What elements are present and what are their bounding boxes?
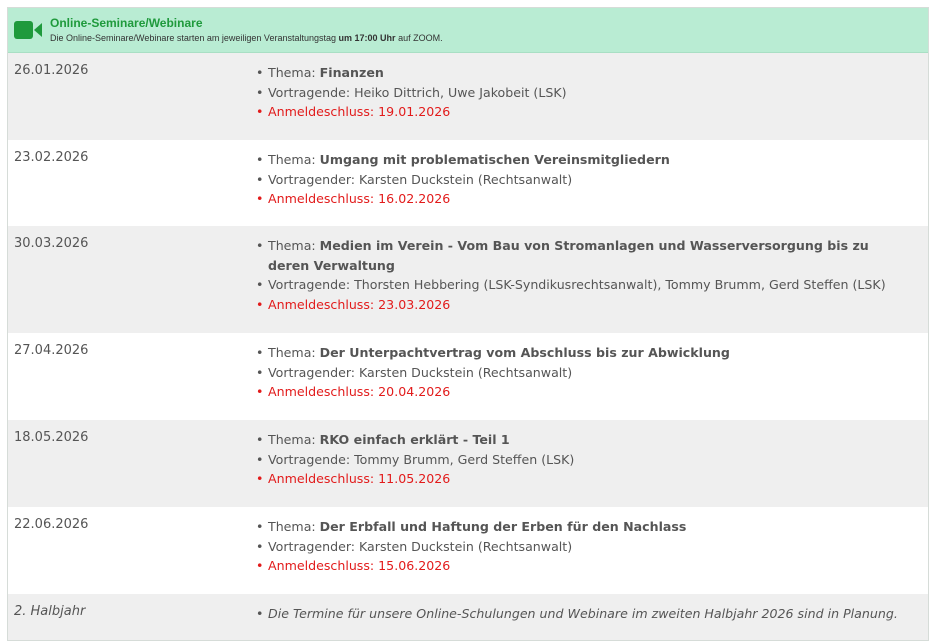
event-date: 23.02.2026 bbox=[14, 150, 89, 165]
event-topic bbox=[256, 517, 901, 537]
event-row bbox=[8, 53, 928, 140]
event-topic bbox=[256, 343, 901, 363]
topic-title: Der Unterpachtvertrag vom Abschluss bis zur Abwicklung bbox=[319, 345, 730, 360]
event-speakers: • Vortragender: Karsten Duckstein (Rechtsanwalt) bbox=[256, 537, 901, 557]
topic-label: Thema: bbox=[268, 152, 316, 167]
topic-label: Thema: bbox=[268, 65, 316, 80]
topic-title: Der Erbfall und Haftung der Erben für den Nachlass bbox=[319, 519, 687, 534]
topic-title: RKO einfach erklärt - Teil 1 bbox=[319, 432, 510, 447]
event-speakers: • Vortragende: Heiko Dittrich, Uwe Jakobeit (LSK) bbox=[256, 83, 901, 103]
header-subtitle-post: auf ZOOM. bbox=[398, 33, 443, 43]
event-date: 30.03.2026 bbox=[14, 236, 89, 251]
event-deadline: • Anmeldeschluss: 15.06.2026 bbox=[256, 556, 901, 576]
planning-row bbox=[8, 594, 928, 640]
webinar-header bbox=[8, 8, 928, 53]
event-row bbox=[8, 420, 928, 507]
event-date: 18.05.2026 bbox=[14, 430, 89, 445]
topic-label: Thema: bbox=[268, 519, 316, 534]
event-date: 26.01.2026 bbox=[14, 63, 89, 78]
event-speakers: • Vortragende: Tommy Brumm, Gerd Steffen (LSK) bbox=[256, 450, 901, 470]
video-camera-icon bbox=[14, 21, 42, 39]
topic-title: Umgang mit problematischen Vereinsmitgliedern bbox=[319, 152, 670, 167]
event-deadline: • Anmeldeschluss: 20.04.2026 bbox=[256, 382, 901, 402]
event-details bbox=[256, 517, 901, 576]
event-details bbox=[256, 343, 901, 402]
event-deadline: • Anmeldeschluss: 16.02.2026 bbox=[256, 189, 901, 209]
event-details bbox=[256, 236, 901, 314]
event-topic bbox=[256, 63, 901, 83]
planning-period: 2. Halbjahr bbox=[14, 604, 86, 619]
event-details bbox=[256, 430, 901, 489]
event-deadline: • Anmeldeschluss: 11.05.2026 bbox=[256, 469, 901, 489]
webinar-schedule bbox=[7, 7, 929, 641]
event-deadline: • Anmeldeschluss: 23.03.2026 bbox=[256, 295, 901, 315]
event-topic bbox=[256, 236, 901, 275]
header-subtitle bbox=[50, 33, 443, 43]
event-row bbox=[8, 226, 928, 333]
topic-label: Thema: bbox=[268, 432, 316, 447]
topic-title: Finanzen bbox=[319, 65, 384, 80]
topic-label: Thema: bbox=[268, 345, 316, 360]
event-row bbox=[8, 507, 928, 594]
planning-details bbox=[256, 604, 901, 624]
header-subtitle-time: um 17:00 Uhr bbox=[338, 33, 396, 43]
topic-title: Medien im Verein - Vom Bau von Stromanlagen und Wasserversorgung bis zu deren Verwaltung bbox=[268, 238, 869, 273]
topic-label: Thema: bbox=[268, 238, 316, 253]
header-title: Online-Seminare/Webinare bbox=[50, 16, 203, 30]
event-details bbox=[256, 63, 901, 122]
header-subtitle-pre: Die Online-Seminare/Webinare starten am jeweiligen Veranstaltungstag bbox=[50, 33, 336, 43]
event-row bbox=[8, 333, 928, 420]
event-topic bbox=[256, 430, 901, 450]
event-row bbox=[8, 140, 928, 226]
event-date: 22.06.2026 bbox=[14, 517, 89, 532]
event-topic bbox=[256, 150, 901, 170]
event-speakers: • Vortragende: Thorsten Hebbering (LSK-Syndikusrechtsanwalt), Tommy Brumm, Gerd Steffen (LSK) bbox=[256, 275, 901, 295]
planning-note: • Die Termine für unsere Online-Schulungen und Webinare im zweiten Halbjahr 2026 sind in Planung. bbox=[256, 604, 901, 624]
event-details bbox=[256, 150, 901, 209]
event-deadline: • Anmeldeschluss: 19.01.2026 bbox=[256, 102, 901, 122]
event-speakers: • Vortragender: Karsten Duckstein (Rechtsanwalt) bbox=[256, 363, 901, 383]
event-date: 27.04.2026 bbox=[14, 343, 89, 358]
event-speakers: • Vortragender: Karsten Duckstein (Rechtsanwalt) bbox=[256, 170, 901, 190]
